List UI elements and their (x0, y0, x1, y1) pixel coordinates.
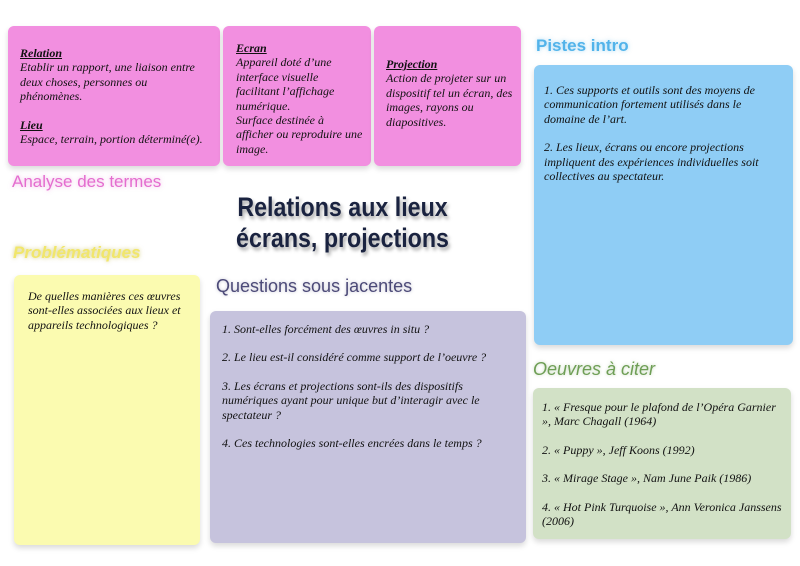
card-ecran (223, 26, 371, 166)
term-lieu-title: Lieu (20, 117, 43, 132)
question-item: 2. Le lieu est-il considéré comme support de l’oeuvre ? (222, 350, 487, 365)
label-analyse-termes: Analyse des termes (12, 172, 162, 191)
term-ecran-definition-2: Surface destinée à afficher ou reproduire une image. (236, 113, 363, 156)
page-title (224, 192, 461, 254)
card-pistes-intro (534, 65, 793, 345)
oeuvre-item: 3. « Mirage Stage », Nam June Paik (1986) (542, 471, 752, 486)
term-relation-title: Relation (20, 46, 63, 60)
question-item: 4. Ces technologies sont-elles encrées dans le temps ? (222, 436, 482, 451)
term-relation-definition: Etablir un rapport, une liaison entre deux choses, personnes ou phénomènes. (20, 60, 195, 104)
label-pistes-intro: Pistes intro (536, 36, 629, 55)
label-problematiques: Problématiques (13, 243, 141, 262)
card-questions (210, 311, 526, 543)
term-ecran-definition: Appareil doté d’une interface visuelle facilitant l’affichage numérique. (236, 55, 335, 113)
card-relation-lieu (8, 26, 220, 166)
card-problematique (14, 275, 200, 545)
oeuvre-item: 4. « Hot Pink Turquoise », Ann Veronica Janssens (2006) (542, 499, 782, 529)
oeuvre-item: 2. « Puppy », Jeff Koons (1992) (542, 442, 695, 457)
card-projection (374, 26, 521, 166)
label-oeuvres-a-citer: Oeuvres à citer (533, 359, 656, 379)
question-item: 3. Les écrans et projections sont-ils des dispositifs numériques ayant pour unique but d’interagir avec le spectateur ? (222, 378, 480, 422)
oeuvre-item: 1. « Fresque pour le plafond de l’Opéra Garnier », Marc Chagall (1964) (542, 400, 776, 429)
term-projection-definition: Action de projeter sur un dispositif tel un écran, des images, rayons ou diapositives. (386, 71, 513, 129)
label-questions: Questions sous jacentes (216, 276, 413, 296)
piste-item: 2. Les lieux, écrans ou encore projections impliquent des expériences individuelles soit collectives au spectateur. (544, 140, 759, 184)
question-item: 1. Sont-elles forcément des œuvres in situ ? (222, 322, 430, 336)
card-oeuvres (533, 388, 791, 539)
term-projection-title: Projection (386, 57, 438, 71)
page-title-line-1: Relations aux lieux (237, 192, 448, 222)
problematique-text: De quelles manières ces œuvres sont-elles associées aux lieux et appareils technologiques ? (28, 289, 181, 332)
term-lieu-definition: Espace, terrain, portion déterminé(e). (20, 132, 203, 147)
piste-item: 1. Ces supports et outils sont des moyens de communication fortement utilisés dans le domaine de l’art. (544, 83, 755, 126)
term-ecran-title: Ecran (236, 41, 267, 55)
page-title-line-2: écrans, projections (236, 223, 449, 253)
